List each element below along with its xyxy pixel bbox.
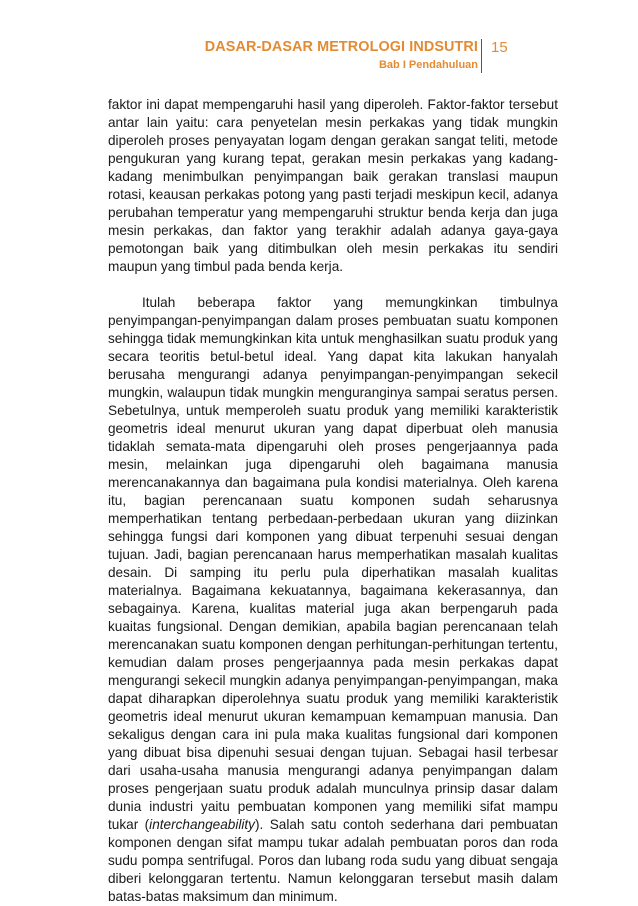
paragraph-2-text-start: Itulah beberapa faktor yang memungkinkan timbulnya penyimpangan-penyimpangan dalam proses pembuatan suatu komponen sehingga tidak memungkinkan kita untuk menghasilkan suatu produk yang secara teoritis betul-betul ideal. Yang dapat kita lakukan hanyalah berusaha mengurangi adanya penyimpangan-penyimpangan sekecil mungkin, walaupun tidak mungkin menguranginya sampai seratus persen. Sebetulnya, untuk memperoleh suatu produk yang memiliki karakteristik geometris ideal menurut ukuran yang dapat diperbuat oleh manusia tidaklah semata-mata dipengaruhi oleh proses pengerjaannya pada mesin, melainkan juga dipengaruhi oleh bagaimana manusia merencanakannya dan bagaimana pula kondisi materialnya. Oleh karena itu, bagian perencanaan suatu komponen sudah seharusnya memperhatikan tentang perbedaan-perbedaan ukuran yang diizinkan sehingga fungsi dari komponen yang dibuat terpenuhi sesuai dengan tujuan. Jadi, bagian perencanaan harus memperhatikan masalah kualitas desain. Di samping itu perlu pula diperhatikan masalah kualitas materialnya. Bagaimana kekuatannya, bagaimana kekerasannya, dan sebagainya. Karena, kualitas material juga akan berpengaruh pada kuaitas fungsional. Dengan demikian, apabila bagian perencanaan telah merencanakan suatu komponen dengan perhitungan-perhitungan tertentu, kemudian dalam proses pengerjaannya pada mesin perkakas dapat mengurangi sekecil mungkin adanya penyimpangan-penyimpangan, maka dapat diharapkan diperolehnya suatu produk yang memiliki karakteristik geometris ideal menurut ukuran kemampuan kemampuan manusia. Dan sekaligus dengan cara ini pula maka kualitas fungsional dari komponen yang dibuat bisa dipenuhi sesuai dengan tujuan. Sebagai hasil terbesar dari usaha-usaha manusia mengurangi adanya penyimpangan dalam proses pengerjaan suatu produk adalah munculnya prinsip dasar dalam dunia industri yaitu pembuatan komponen yang memiliki sifat mampu tukar ( [108, 295, 558, 832]
paragraph-1: faktor ini dapat mempengaruhi hasil yang diperoleh. Faktor-faktor tersebut antar lain yaitu: cara penyetelan mesin perkakas yang tidak mungkin diperoleh proses penyayatan logam dengan gerakan sangat teliti, metode pengukuran yang kurang tepat, gerakan mesin perkakas yang kadang-kadang menimbulkan penyimpangan baik gerakan translasi maupun rotasi, keausan perkakas potong yang pasti terjadi meskipun kecil, adanya perubahan temperatur yang mempengaruhi struktur benda kerja dan juga mesin perkakas, dan faktor yang terakhir adalah adanya gaya-gaya pemotongan baik yang ditimbulkan oleh mesin perkakas itu sendiri maupun yang timbul pada benda kerja. [108, 97, 558, 274]
page-header [0, 38, 638, 82]
paragraph-2-italic-term: interchangeability [149, 817, 255, 832]
page-number: 15 [491, 39, 508, 56]
book-title: DASAR-DASAR METROLOGI INDSUTRI [204, 39, 478, 55]
paragraph-2-text-end: ). Salah satu contoh sederhana dari pembuatan komponen dengan sifat mampu tukar adalah pembuatan poros dan roda sudu pompa sentrifugal. Poros dan lubang roda sudu yang dibuat sengaja diberi kelonggaran tertentu. Namun kelonggaran tersebut masih dalam batas-batas maksimum dan minimum. [108, 817, 558, 904]
page-body [108, 96, 558, 906]
header-divider [481, 39, 482, 73]
header-titles [205, 38, 478, 72]
chapter-title: Bab I Pendahuluan [378, 59, 478, 71]
paragraph-2 [108, 294, 558, 906]
